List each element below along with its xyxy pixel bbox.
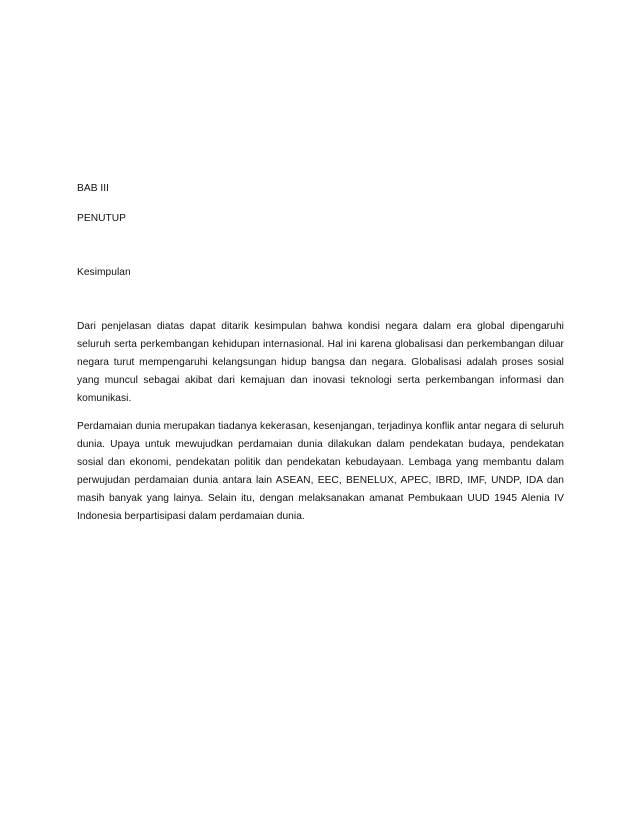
document-body	[77, 180, 564, 526]
paragraph-globalization: Dari penjelasan diatas dapat ditarik kesimpulan bahwa kondisi negara dalam era global dipengaruhi seluruh serta perkembangan kehidupan internasional. Hal ini karena globalisasi dan perkembangan diluar negara turut mempengaruhi kelangsungan hidup bangsa dan negara. Globalisasi adalah proses sosial yang muncul sebagai akibat dari kemajuan dan inovasi teknologi serta perkembangan informasi dan komunikasi.	[77, 321, 564, 404]
chapter-title: PENUTUP	[77, 213, 127, 224]
chapter-label: BAB III	[77, 183, 110, 194]
paragraph-world-peace: Perdamaian dunia merupakan tiadanya kekerasan, kesenjangan, terjadinya konflik antar negara di seluruh dunia. Upaya untuk mewujudkan perdamaian dunia dilakukan dalam pendekatan budaya, pendekatan sosial dan ekonomi, pendekatan politik dan pendekatan kebudayaan. Lembaga yang membantu dalam perwujudan perdamaian dunia antara lain ASEAN, EEC, BENELUX, APEC, IBRD, IMF, UNDP, IDA dan masih banyak yang lainya. Selain itu, dengan melaksanakan amanat Pembukaan UUD 1945 Alenia IV Indonesia berpartisipasi dalam perdamaian dunia.	[77, 421, 564, 522]
section-title: Kesimpulan	[77, 267, 131, 278]
